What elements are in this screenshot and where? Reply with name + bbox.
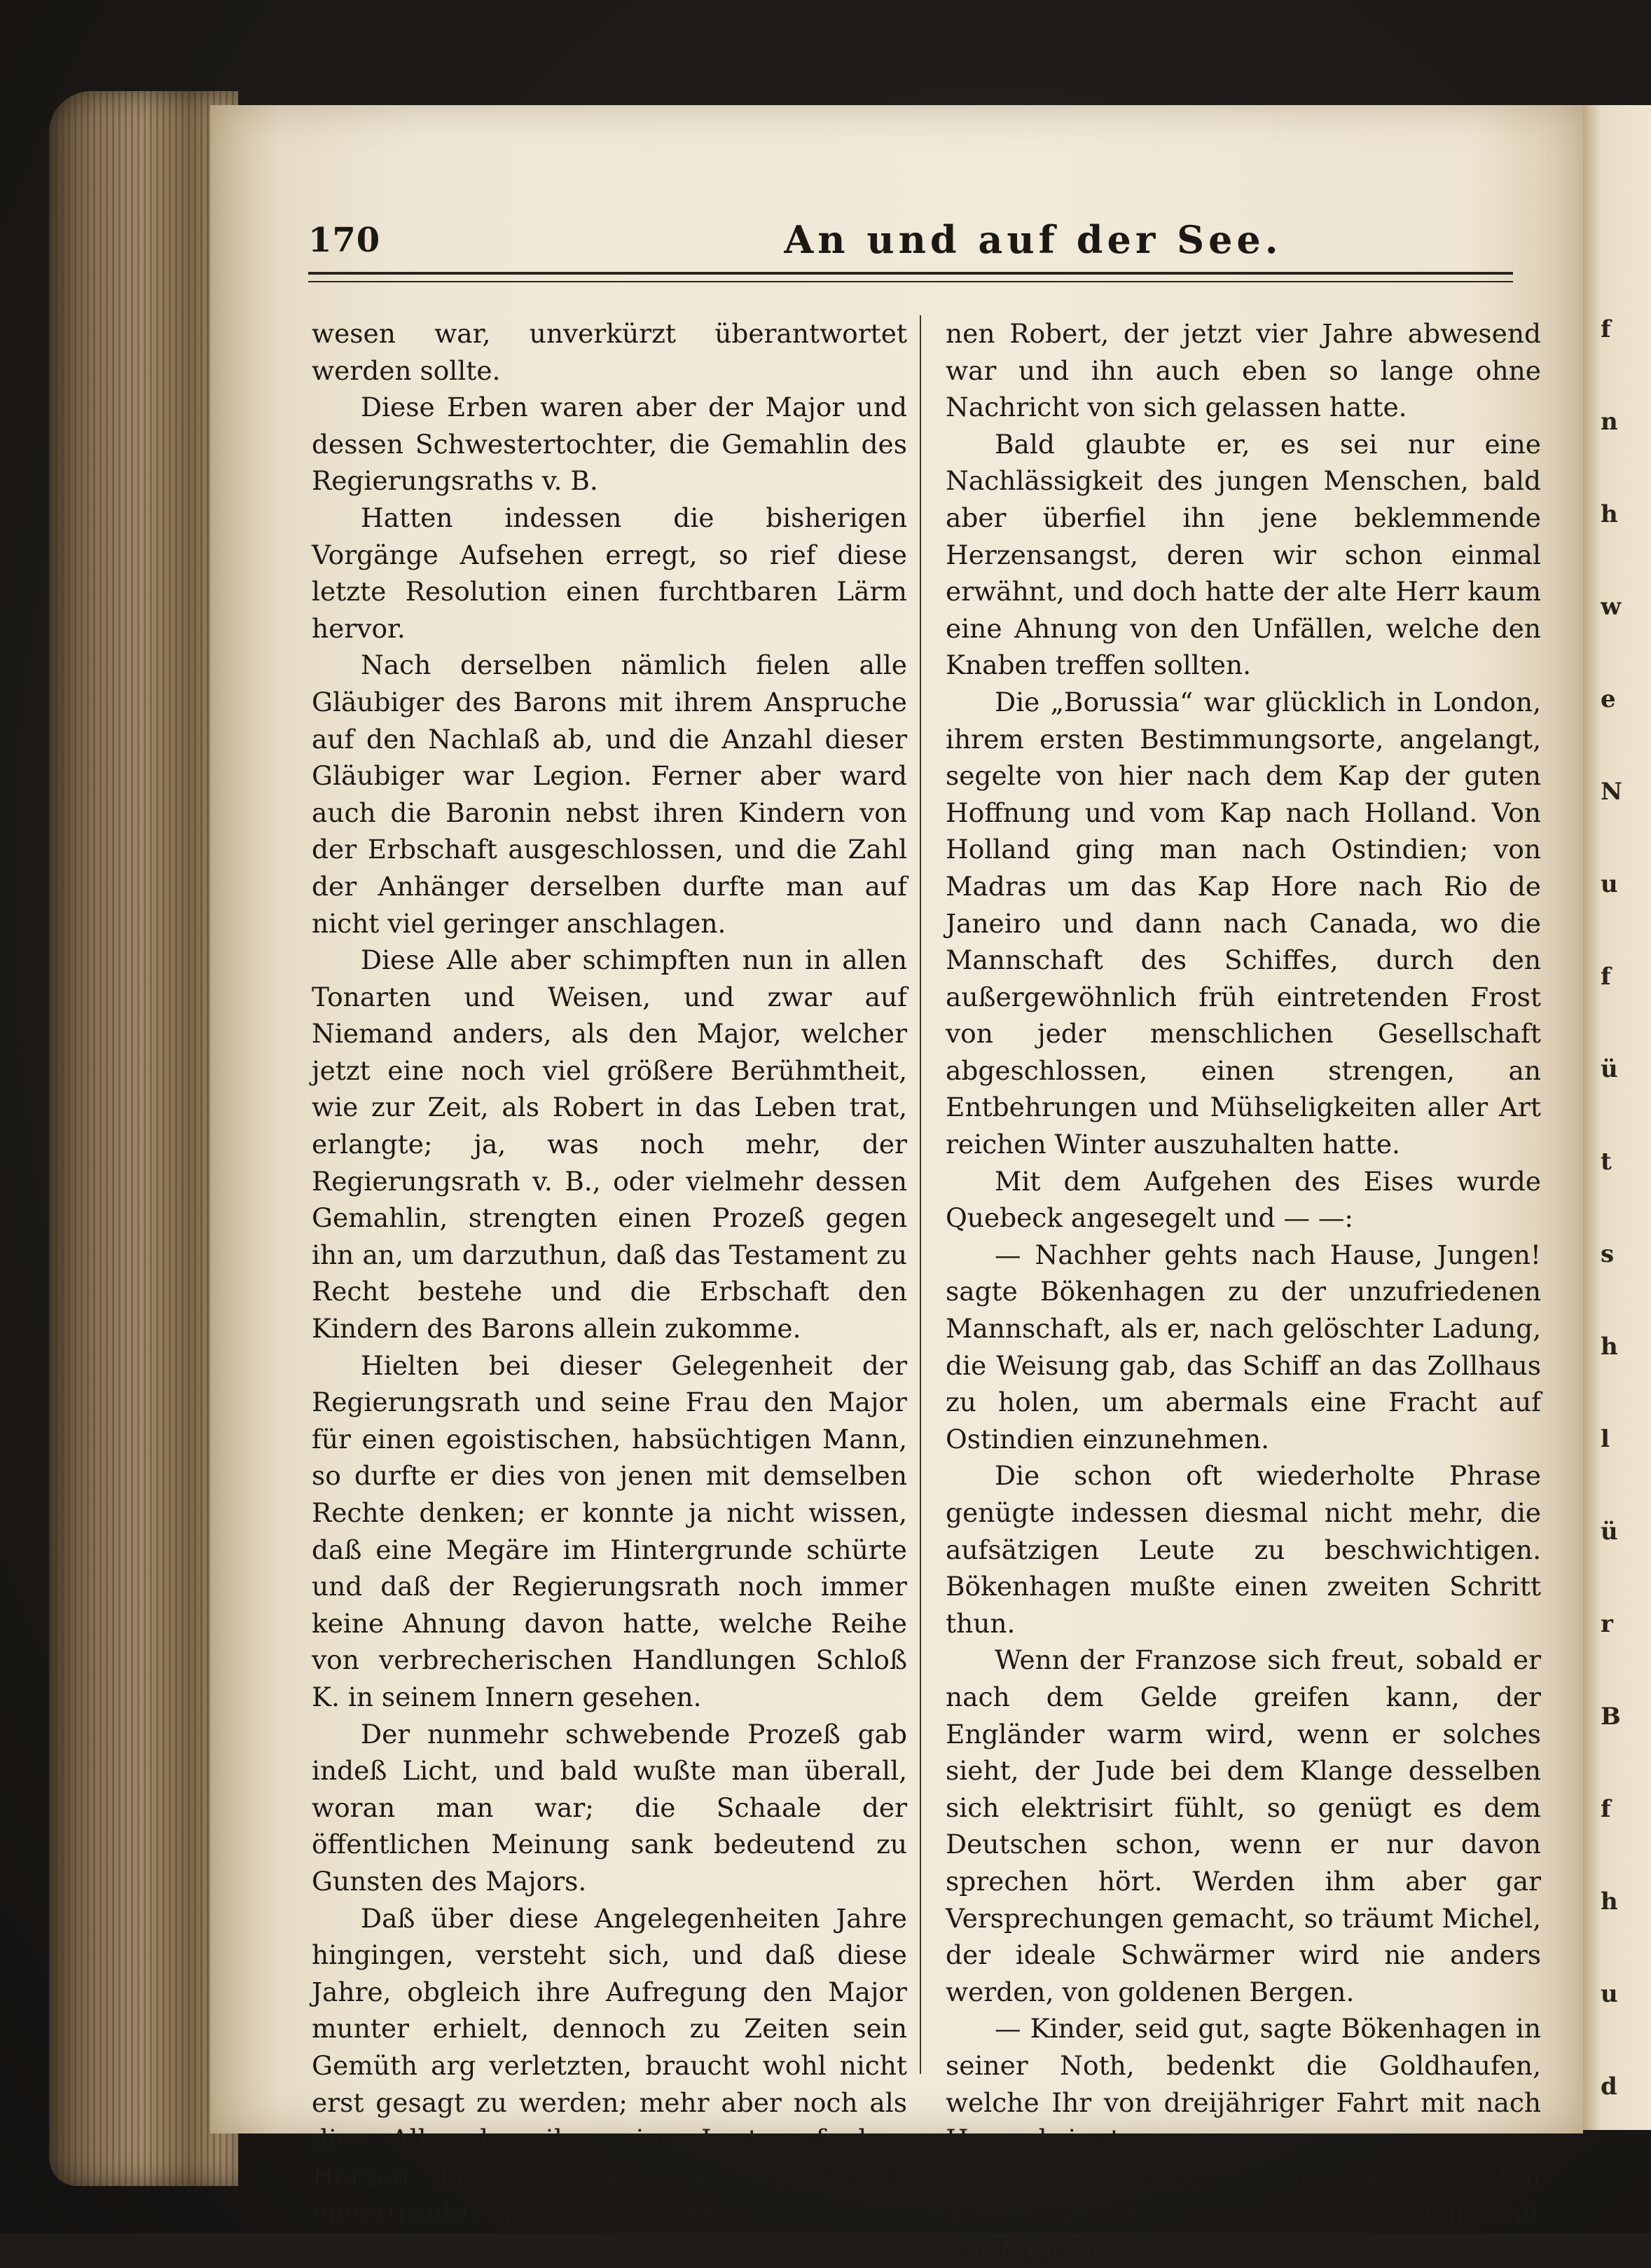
book-page [210,105,1583,2265]
paragraph: — Nachher gehts nach Hause, Jungen! sagte Bökenhagen zu der unzufriedenen Mannschaft, als er, nach gelöschter Ladung, die Weisung gab, das Schiff an das Zollhaus zu holen, um abermals eine Fracht auf Ostindien einzunehmen. [946,1239,1541,1455]
adjacent-page-fragment: n [1601,408,1618,436]
adjacent-page-fragment: f [1601,963,1611,991]
header-rule [308,272,1513,282]
running-title: An und auf der See. [784,217,1283,262]
adjacent-page-fragment: ü [1601,1518,1618,1546]
paragraph: Mit dem Aufgehen des Eises wurde Quebeck angesegelt und — —: [946,1165,1541,1234]
paragraph: Die „Borussia“ war glücklich in London, ihrem ersten Bestimmungsorte, angelangt, segelte von hier nach dem Kap der guten Hoffnung und vom Kap nach Holland. Von Holland ging man nach Ostindien; von Madras um das Kap Hore nach Rio de Janeiro und dann nach Canada, wo die Mannschaft des Schiffes, durch den außergewöhnlich früh eintretenden Frost von jeder menschlichen Gesellschaft abgeschlossen, einen strengen, an Entbehrungen und Mühseligkeiten aller Art reichen Winter auszuhalten hatte. [946,686,1541,1160]
paragraph: wesen war, unverkürzt überantwortet werden sollte. [312,318,907,386]
paragraph: Bald glaubte er, es sei nur eine Nachlässigkeit des jungen Menschen, bald aber überfiel ihn jene beklemmende Herzensangst, deren wir schon einmal erwähnt, und doch hatte der alte Herr kaum eine Ahnung von den Unfällen, welche den Knaben treffen sollten. [946,428,1541,681]
adjacent-page-fragment: d [1601,2073,1617,2101]
adjacent-page-fragment: h [1601,500,1618,528]
paragraph: Daß über diese Angelegenheiten Jahre hingingen, versteht sich, und daß diese Jahre, obgleich ihre Aufregung den Major munter erhielt, dennoch zu Zeiten sein Gemüth arg verletzten, braucht wohl nicht erst gesagt zu werden; mehr aber noch als dies Alles lag ihm eine Last auf dem Herzen, die er Niemand anders als Wendt anvertraute: die Sorge um sei- [312,1902,907,2229]
adjacent-page-fragment: f [1601,315,1611,343]
adjacent-page-fragment: r [1601,1610,1613,1638]
paragraph: Der nunmehr schwebende Prozeß gab indeß Licht, und bald wußte man überall, woran man war; die Schaale der öffentlichen Meinung sank bedeutend zu Gunsten des Majors. [312,1718,907,1897]
adjacent-page-fragment: u [1601,870,1618,898]
adjacent-page-fragment: N [1601,778,1623,806]
adjacent-page-fragment: t [1601,1148,1612,1176]
adjacent-page-fragment: f [1601,1795,1611,1823]
paragraph: Hatten indessen die bisherigen Vorgänge Aufsehen erregt, so rief diese letzte Resolution einen furchtbaren Lärm hervor. [312,502,907,644]
adjacent-page-fragment: B [1601,1703,1621,1731]
right-column [946,315,1541,2268]
adjacent-page-fragment: s [1601,1240,1615,1268]
adjacent-page-fragment: ü [1601,1055,1618,1083]
paragraph: — Gott verdamm’, er hat Recht! meinten die Matrosen und machten sich mit verdoppelter [946,2160,1541,2265]
adjacent-page-fragment: e [1601,685,1616,713]
paragraph: nen Robert, der jetzt vier Jahre abwesend war und ihn auch eben so lange ohne Nachricht von sich gelassen hatte. [946,318,1541,423]
adjacent-page-fragment: w [1601,593,1622,621]
page-number: 170 [308,221,381,260]
adjacent-page-fragment: h [1601,1333,1618,1361]
paragraph: Wenn der Franzose sich freut, sobald er nach dem Gelde greifen kann, der Engländer warm wird, wenn er solches sieht, der Jude bei dem Klange desselben sich elektrisirt fühlt, so genügt es dem Deutschen schon, wenn er nur davon sprechen hört. Werden ihm aber gar Versprechungen gemacht, so träumt Michel, der ideale Schwärmer wird nie anders werden, von goldenen Bergen. [946,1644,1541,2007]
column-divider [920,315,921,2074]
paragraph: — Kinder, seid gut, sagte Bökenhagen in seiner Noth, bedenkt die Goldhaufen, welche Ihr von dreijähriger Fahrt mit nach Hause bringt. [946,2013,1541,2155]
left-column [312,315,907,2232]
adjacent-page-fragment: u [1601,1980,1618,2008]
paragraph: Diese Alle aber schimpften nun in allen Tonarten und Weisen, und zwar auf Niemand anders, als den Major, welcher jetzt eine noch viel größere Berühmtheit, wie zur Zeit, als Robert in das Leben trat, erlangte; ja, was noch mehr, der Regierungsrath v. B., oder vielmehr dessen Gemahlin, strengten einen Prozeß gegen ihn an, um darzuthun, daß das Testament zu Recht bestehe und die Erbschaft den Kindern des Barons allein zukomme. [312,944,907,1345]
adjacent-page [1580,105,1651,2130]
adjacent-page-fragment: l [1601,1425,1610,1453]
paragraph: Diese Erben waren aber der Major und dessen Schwestertochter, die Gemahlin des Regierungsraths v. B. [312,392,907,497]
paragraph: Hielten bei dieser Gelegenheit der Regierungsrath und seine Frau den Major für einen egoistischen, habsüchtigen Mann, so durfte er dies von jenen mit demselben Rechte denken; er konnte ja nicht wissen, daß eine Megäre im Hintergrunde schürte und daß der Regierungsrath noch immer keine Ahnung davon hatte, welche Reihe von verbrecherischen Handlungen Schloß K. in seinem Innern gesehen. [312,1349,907,1712]
paragraph: Die schon oft wiederholte Phrase genügte indessen diesmal nicht mehr, die aufsätzigen Leute zu beschwichtigen. Bökenhagen mußte einen zweiten Schritt thun. [946,1460,1541,1639]
adjacent-page-fragment: h [1601,1888,1618,1916]
paragraph: Nach derselben nämlich fielen alle Gläubiger des Barons mit ihrem Anspruche auf den Nachlaß ab, und die Anzahl dieser Gläubiger war Legion. Ferner aber ward auch die Baronin nebst ihren Kindern von der Erbschaft ausgeschlossen, und die Zahl der Anhänger derselben durfte man auf nicht viel geringer anschlagen. [312,650,907,939]
